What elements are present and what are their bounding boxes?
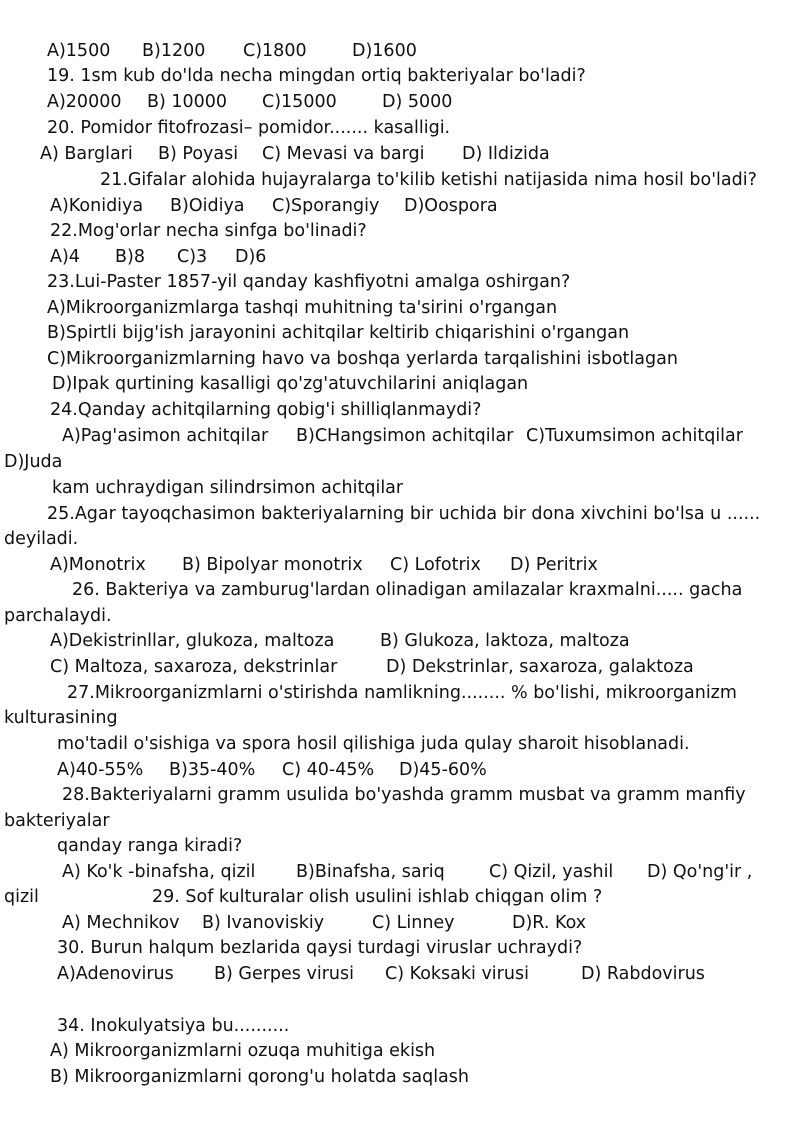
- option-c: C) Qizil, yashil: [489, 862, 614, 882]
- option-d: D) Dekstrinlar, saxaroza, galaktoza: [386, 657, 694, 677]
- option-a: A)1500: [47, 41, 111, 61]
- option-d: D)6: [235, 247, 267, 267]
- option-b: B)CHangsimon achitqilar: [296, 426, 514, 446]
- question-29: 29. Sof kulturalar olish usulini ishlab chiqgan olim ?: [152, 887, 603, 907]
- option-b: B) Ivanoviskiy: [202, 913, 325, 933]
- question-25-continued: deyiladi.: [4, 529, 79, 549]
- option-b: B) Gerpes virusi: [214, 964, 354, 984]
- option-b: B)1200: [142, 41, 206, 61]
- option-a: A)Mikroorganizmlarga tashqi muhitning ta'sirini o'rgangan: [47, 298, 558, 318]
- option-b: B)Oidiya: [170, 196, 245, 216]
- option-c: C) Linney: [372, 913, 455, 933]
- question-27-continued: mo'tadil o'sishiga va spora hosil qilishiga juda qulay sharoit hisoblanadi.: [57, 734, 690, 754]
- option-a: A)Monotrix: [50, 555, 146, 575]
- option-b: B)8: [115, 247, 145, 267]
- question-27-continued: kulturasining: [4, 708, 118, 728]
- option-c: C)Mikroorganizmlarning havo va boshqa yerlarda tarqalishini isbotlagan: [47, 349, 678, 369]
- question-27: 27.Mikroorganizmlarni o'stirishda namlikning........ % bo'lishi, mikroorganizm: [67, 683, 737, 703]
- option-c: C)Tuxumsimon achitqilar: [526, 426, 743, 446]
- option-b: B)Binafsha, sariq: [296, 862, 445, 882]
- question-28: 28.Bakteriyalarni gramm usulida bo'yashda gramm musbat va gramm manfiy: [62, 785, 746, 805]
- question-26-continued: parchalaydi.: [4, 606, 112, 626]
- question-23: 23.Lui-Paster 1857-yil qanday kashfiyotni amalga oshirgan?: [47, 272, 571, 292]
- option-b: B) Glukoza, laktoza, maltoza: [380, 631, 630, 651]
- option-d: D) Ildizida: [462, 144, 550, 164]
- option-c: C)Sporangiy: [272, 196, 380, 216]
- question-26: [72, 579, 750, 601]
- option-a: A)Adenovirus: [57, 964, 174, 984]
- question-20: 20. Pomidor fitofrozasi– pomidor....... kasalligi.: [47, 118, 451, 138]
- option-a: A)Pag'asimon achitqilar: [62, 426, 269, 446]
- question-19: 19. 1sm kub do'lda necha mingdan ortiq bakteriyalar bo'ladi?: [47, 66, 586, 86]
- option-d-continued: qizil: [4, 887, 39, 907]
- option-b: B) Mikroorganizmlarni qorong'u holatda saqlash: [50, 1067, 469, 1087]
- option-a: A)4: [50, 247, 80, 267]
- option-c: C)15000: [262, 92, 337, 112]
- option-a: A)Konidiya: [50, 196, 144, 216]
- question-21: 21.Gifalar alohida hujayralarga to'kilib ketishi natijasida nima hosil bo'ladi?: [100, 170, 757, 190]
- option-a: A)20000: [47, 92, 122, 112]
- question-24: 24.Qanday achitqilarning qobig'i shilliqlanmaydi?: [50, 400, 482, 420]
- option-d-continued: kam uchraydigan silindrsimon achitqilar: [52, 478, 404, 498]
- option-a: A)40-55%: [57, 760, 144, 780]
- option-c: C) Maltoza, saxaroza, dekstrinlar: [50, 657, 338, 677]
- question-34: 34. Inokulyatsiya bu..........: [57, 1016, 290, 1036]
- option-a: A) Barglari: [40, 144, 133, 164]
- option-c: C) Koksaki virusi: [385, 964, 529, 984]
- question-30: 30. Burun halqum bezlarida qaysi turdagi viruslar uchraydi?: [57, 938, 583, 958]
- option-d: D) Rabdovirus: [581, 964, 705, 984]
- option-d: D) 5000: [382, 92, 453, 112]
- question-26-text: 26. Bakteriya va zamburug'lardan olinadigan amilazalar kraxmalni..... gacha: [72, 580, 743, 600]
- option-b: B)35-40%: [169, 760, 256, 780]
- option-d: D)Ipak qurtining kasalligi qo'zg'atuvchilarini aniqlagan: [52, 374, 529, 394]
- option-d: D)Oospora: [404, 196, 498, 216]
- option-c: C)3: [177, 247, 208, 267]
- option-b: B)Spirtli bijg'ish jarayonini achitqilar keltirib chiqarishini o'rgangan: [47, 323, 630, 343]
- option-b: B) 10000: [147, 92, 228, 112]
- option-c: C)1800: [243, 41, 307, 61]
- option-d: D)R. Kox: [512, 913, 587, 933]
- option-a: A)Dekistrinllar, glukoza, maltoza: [50, 631, 335, 651]
- option-c: C) 40-45%: [282, 760, 375, 780]
- option-d: D)1600: [352, 41, 417, 61]
- option-d: D)45-60%: [399, 760, 487, 780]
- question-25: 25.Agar tayoqchasimon bakteriyalarning bir uchida bir dona xivchini bo'lsa u ......: [47, 504, 761, 524]
- question-28-continued: qanday ranga kiradi?: [57, 836, 243, 856]
- option-b: B) Poyasi: [158, 144, 239, 164]
- option-a: A) Ko'k -binafsha, qizil: [62, 862, 256, 882]
- option-d: D) Qo'ng'ir ,: [647, 862, 753, 882]
- option-d: D)Juda: [4, 452, 63, 472]
- option-a: A) Mechnikov: [62, 913, 180, 933]
- option-a: A) Mikroorganizmlarni ozuqa muhitiga ekish: [50, 1041, 436, 1061]
- option-c: C) Lofotrix: [390, 555, 481, 575]
- option-c: C) Mevasi va bargi: [262, 144, 425, 164]
- question-28-continued: bakteriyalar: [4, 811, 110, 831]
- option-d: D) Peritrix: [510, 555, 598, 575]
- question-22: 22.Mog'orlar necha sinfga bo'linadi?: [50, 221, 367, 241]
- option-b: B) Bipolyar monotrix: [182, 555, 363, 575]
